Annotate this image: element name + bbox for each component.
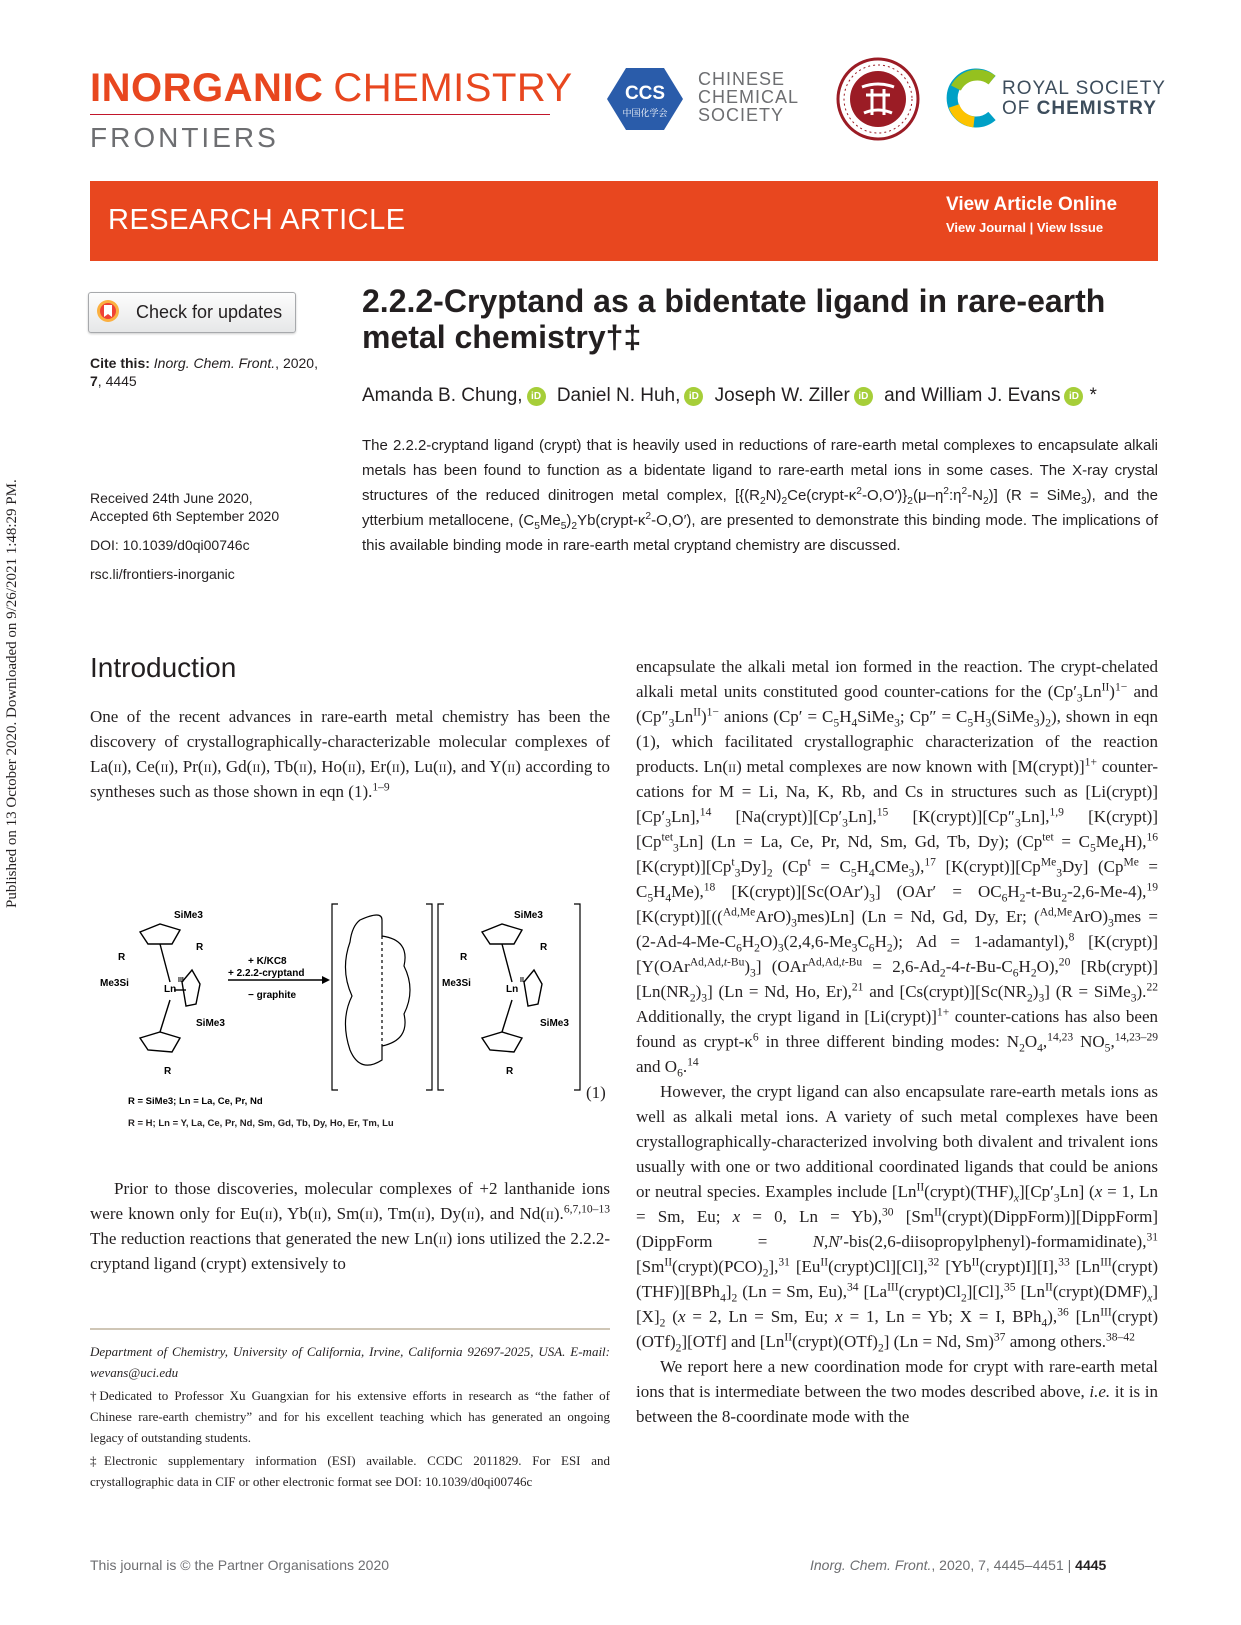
intro-paragraph-3: However, the crypt ligand can also encapsulate rare-earth metals ions as well as alkali metal ions. A variety of such metal complexes have been crystallographically-characterized involving both divalent and trivalent ions usually with one or two additional coordinated ligands that could be anions or neutral species. Examples include $[Ln^{II}(crypt)(THF)_x][Cp'_3Ln] (x = 1$, Ln = Sm, Eu; x = 0, Ln = Yb),$^{30}$ $[Sm^{II}(crypt)(DippForm)][DippForm]$ (DippForm = N,N′-bis(2,6-diisopropylphenyl)-formamidinate),$^{31}$ $[Sm^{II}(crypt)(PCO)_2],^{31}$ $[Eu^{II}(crypt)Cl][Cl],^{32}$ $[Yb^{II}(crypt)I][I],^{33}$ $[Ln^{III}(crypt)(THF)][BPh_4]_2$ (Ln = Sm, Eu),$^{34}$ $[La^{III}(crypt)Cl_2][Cl],^{35}$ $[Ln^{II}(crypt)(DMF)_x][X]_2$ (x = 2, Ln = Sm, Eu; x = 1, Ln = Yb; X = I, BPh$_4$),$^{36}$ $[Ln^{III}(crypt)(OTf)_2][OTf]$ and $[Ln^{II}(crypt)(OTf)_2] (Ln = Nd$, Sm)$^{37}$ among others.$^{38-42}$ [636, 1082, 1159, 1355]
footer-copyright: This journal is © the Partner Organisations 2020 [90, 1557, 390, 1573]
journal-subtitle: FRONTIERS [90, 122, 279, 153]
article-title: 2.2.2-Cryptand as a bidentate ligand in rare-earth metal chemistry†‡ [362, 283, 1106, 355]
svg-text:Me3Si: Me3Si [442, 978, 471, 989]
cite-this: Cite this: Inorg. Chem. Front., 2020, 7, 4445 [90, 355, 318, 389]
abstract: The 2.2.2-cryptand ligand (crypt) that is heavily used in reductions of rare-earth metal complexes to encapsulate alkali metals has been found to function as a bidentate ligand to rare-earth metal ions in some cases. The X-ray crystal structures of the reduced dinitrogen metal complex, $[\{(R_2N)_2Ce(crypt-\kappa^2-O,O')\}_2(\mu-\eta^2:\eta^2-N_2)] (R$ = SiMe$_3$), and the ytterbium metallocene, $(C_5Me_5)_2Yb(crypt-\kappa^2-O,O')$, are presented to demonstrate this binding mode. The implications of this available binding mode in rare-earth metal cryptand chemistry are discussed. [362, 437, 1158, 554]
author-name[interactable]: Amanda B. Chung, [362, 385, 523, 406]
footnote-esi: ‡Electronic supplementary information (ESI) available. CCDC 2011829. For ESI and crystallographic data in CIF or other electronic format see DOI: 10.1039/d0qi00746c [90, 1453, 610, 1489]
svg-text:R: R [118, 952, 126, 963]
svg-text:Ln: Ln [164, 984, 177, 995]
article-type-label: RESEARCH ARTICLE [108, 204, 406, 236]
intro-paragraph-2: Prior to those discoveries, molecular complexes of +2 lanthanide ions were known only for Eu(ii), Yb(ii), Sm(ii), Tm(ii), Dy(ii), and Nd(ii).$^{6,7,10-13}$ The reduction reactions that generated the new Ln(ii) ions utilized the 2.2.2-cryptand ligand (crypt) extensively to [90, 1179, 610, 1273]
download-stamp: Published on 13 October 2020. Downloaded on 9/26/2021 1:48:29 PM. [4, 479, 20, 908]
orcid-icon[interactable]: iD [684, 387, 703, 406]
journal-title: INORGANIC CHEMISTRY [90, 66, 573, 110]
svg-text:R = SiMe3; Ln = La, Ce, Pr, Nd: R = SiMe3; Ln = La, Ce, Pr, Nd [128, 1096, 263, 1107]
footnotes [90, 1341, 610, 1494]
scheme-legend-2: R = H; Ln = Y, La, Ce, Pr, Nd, Sm, Gd, Tb, Dy, Ho, Er, Tm, Lu [128, 1118, 394, 1129]
doi[interactable]: DOI: 10.1039/d0qi00746c [90, 537, 250, 553]
intro-paragraph-2-cont: encapsulate the alkali metal ion formed in the reaction. The crypt-chelated alkali metal units constituted good counter-cations for the $(Cp'_3Ln^{II})^{1-}$ and $(Cp''_3Ln^{II})^{1-}$ anions ($Cp' = C_5H_4SiMe_3$; $Cp'' = C_5H_3(SiMe_3)_2$), shown in eqn (1), which facilitated crystallographic characterization of the reaction products. Ln(ii) metal complexes are now known with [M(crypt)]$^{1+}$ counter-cations for M = Li, Na, K, Rb, and Cs in structures such as $[Li(crypt)][Cp'_3Ln],^{14}$ $[Na(crypt)][Cp'_3Ln],^{15}$ $[K(crypt)][Cp''_3Ln],^{1,9}$ $[K(crypt)][Cp^{tet}_3Ln] (Ln = La$, Ce, Pr, Nd, Sm, Gd, Tb, Dy); $(Cp^{tet} = C_5Me_4H),^{16}$ $[K(crypt)][Cp^t_3Dy]_2$ $(Cp^t = C_5H_4CMe_3),^{17}$ $[K(crypt)][Cp^{Me}_3Dy] (Cp^{Me} = C_5H_4Me),^{18}$ $[K(crypt)][Sc(OAr')_3] (OAr' = OC_6H_2-t-Bu_2-2,6-Me-4),^{19}$ $[K(crypt)][((^{Ad,Me}ArO)_3mes)Ln] (Ln = Nd$, Gd, Dy, Er; $(^{Ad,Me}ArO)_3mes = (2-Ad-4-Me-C_6H_2O)_3(2,4,6-Me_3C_6H_2)$; Ad = 1-adamantyl),$^8$ $[K(crypt)][Y(OAr^{Ad,Ad,t-Bu})_3] (OAr^{Ad,Ad,t-Bu} = 2,6-Ad_2-4-t-Bu-C_6H_2O),^{20}$ $[Rb(crypt)][Ln(NR_2)_3] (Ln = Nd$, Ho, Er),$^{21}$ and $[Cs(crypt)][Sc(NR_2)_3] (R$ = SiMe$_3$).$^{22}$ Additionally, the crypt ligand in [Li(crypt)]$^{1+}$ counter-cations has also been found as crypt-$\kappa^6$ in three different binding modes: $N_2O_4,^{14,23}$ $NO_5,^{14,23-29}$ and $O_6.^{14}$ [636, 657, 1159, 1080]
svg-text:II: II [520, 977, 524, 984]
rsc-logo-icon [946, 70, 998, 126]
view-article-online-link[interactable]: View Article Online [946, 194, 1118, 215]
intro-right-column [636, 654, 1158, 1429]
author-name[interactable]: and William J. Evans [884, 385, 1061, 406]
footnote-divider [90, 1328, 610, 1330]
page-number: 4445 [1075, 1557, 1107, 1573]
svg-text:Me3Si: Me3Si [100, 978, 129, 989]
orcid-icon[interactable]: iD [854, 387, 873, 406]
footnote-dagger: †Dedicated to Professor Xu Guangxian for his extensive efforts in research as “the father of Chinese rare-earth chemistry” and for his excellent teaching which has generated an ongoing legacy of outstanding students. [90, 1388, 610, 1445]
author-list: Amanda B. Chung, iD Daniel N. Huh, iD Joseph W. Ziller iD and William J. Evans iD * [362, 385, 1097, 406]
svg-text:+ K/KC8: + K/KC8 [248, 956, 287, 967]
view-journal-link[interactable]: View Journal [946, 220, 1026, 235]
svg-text:SiMe3: SiMe3 [174, 910, 203, 921]
journal-link[interactable]: rsc.li/frontiers-inorganic [90, 566, 235, 582]
affiliation: Department of Chemistry, University of California, Irvine, California 92697-2025, USA. E-mail: wevans@uci.edu [90, 1344, 610, 1380]
svg-text:R: R [460, 952, 468, 963]
svg-text:CCS: CCS [624, 83, 666, 104]
intro-paragraph-4: We report here a new coordination mode for crypt with rare-earth metal ions that is intermediate between the two modes described above, i.e. it is in between the 8-coordinate mode with the [636, 1357, 1158, 1426]
intro-paragraph-1: One of the recent advances in rare-earth metal chemistry has been the discovery of crystallographically-characterizable molecular complexes of La(ii), Ce(ii), Pr(ii), Gd(ii), Tb(ii), Ho(ii), Er(ii), Lu(ii), and Y(ii) according to syntheses such as those shown in eqn (1).$^{1-9}$ [90, 707, 610, 801]
view-issue-link[interactable]: View Issue [1036, 220, 1104, 235]
svg-text:SiMe3: SiMe3 [514, 910, 543, 921]
view-links: View Journal | View Issue [946, 220, 1104, 235]
equation-number: (1) [586, 1083, 606, 1102]
author-name[interactable]: Daniel N. Huh, [556, 385, 681, 406]
crossmark-icon [96, 299, 120, 323]
journal-title-rule [90, 114, 550, 115]
svg-text:+ 2.2.2-cryptand: + 2.2.2-cryptand [228, 968, 305, 979]
section-heading-introduction: Introduction [90, 652, 237, 683]
footer-citation: Inorg. Chem. Front., 2020, 7, 4445–4451 | 4445 [810, 1557, 1107, 1573]
reaction-scheme [100, 910, 620, 1107]
orcid-icon[interactable]: iD [527, 387, 546, 406]
ccs-logo-icon [606, 66, 684, 132]
peking-university-seal-icon [836, 57, 920, 141]
check-for-updates-label: Check for updates [136, 302, 283, 322]
svg-text:R: R [506, 1066, 514, 1077]
svg-text:R: R [540, 942, 548, 953]
svg-text:SiMe3: SiMe3 [540, 1018, 569, 1029]
rsc-name: ROYAL SOCIETY OF CHEMISTRY [1002, 78, 1166, 119]
svg-text:R: R [164, 1066, 172, 1077]
svg-text:SiMe3: SiMe3 [196, 1018, 225, 1029]
ccs-name: CHINESE CHEMICAL SOCIETY [698, 69, 800, 125]
svg-text:III: III [178, 977, 184, 984]
orcid-icon[interactable]: iD [1064, 387, 1083, 406]
svg-text:Ln: Ln [506, 984, 519, 995]
svg-text:− graphite: − graphite [248, 990, 297, 1001]
svg-text:中国化学会: 中国化学会 [622, 109, 668, 119]
author-name[interactable]: Joseph W. Ziller [714, 385, 850, 406]
svg-text:R: R [196, 942, 204, 953]
received-dates: Received 24th June 2020, Accepted 6th September 2020 [90, 490, 280, 524]
